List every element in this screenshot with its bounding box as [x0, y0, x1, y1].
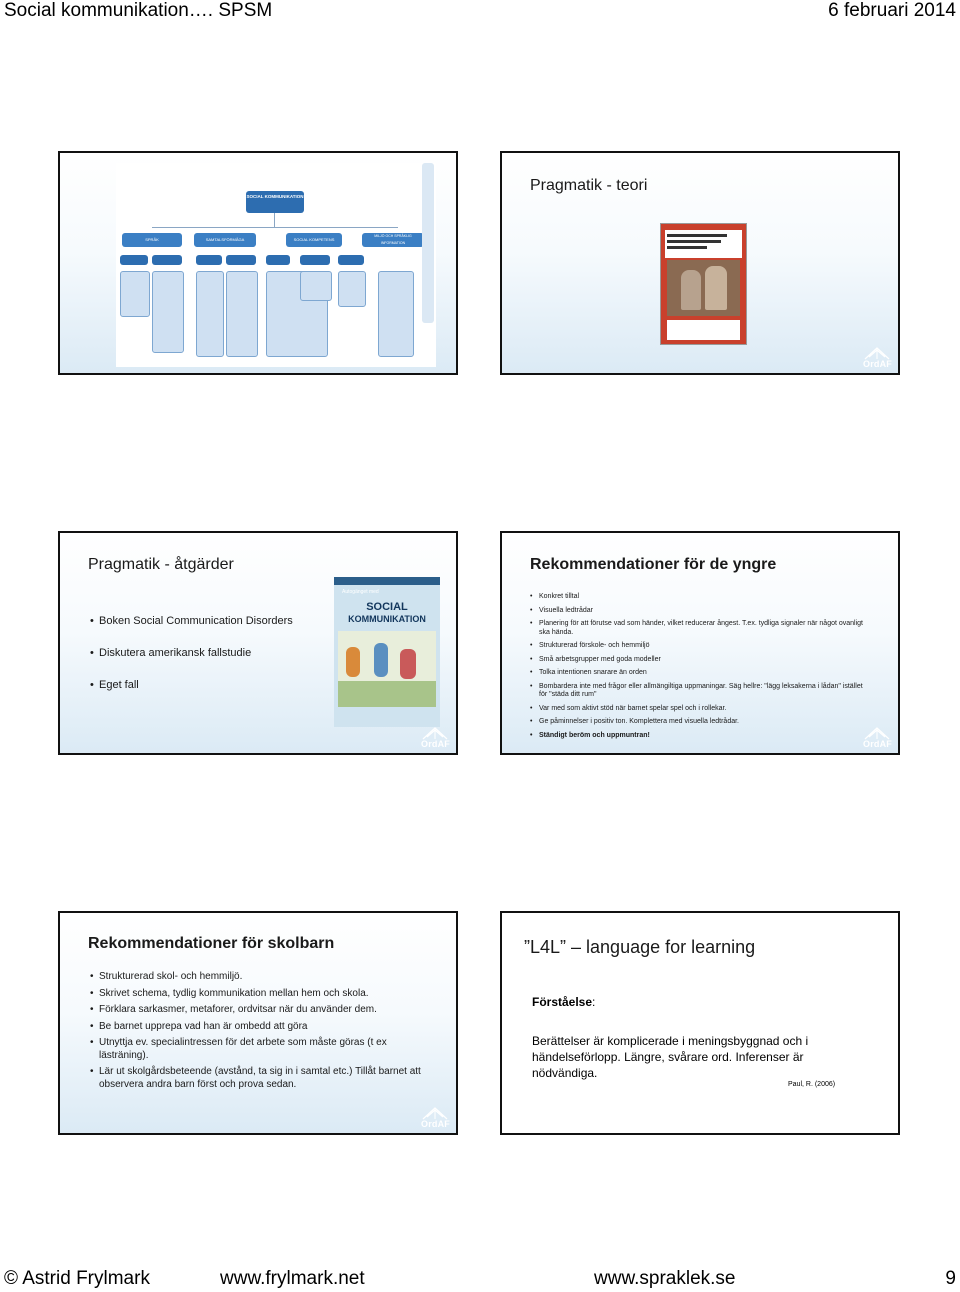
list-item: • Boken Social Communication Disorders	[90, 615, 293, 627]
list-item: • Bombardera inte med frågor eller allmängiltiga uppmaningar. Säg hellre: "lägg leksakerna i lådan" istället för "städa ditt rum"	[530, 683, 870, 700]
list-item: • Lär ut skolgårdsbeteende (avstånd, ta sig in i samtal etc.) Tillåt barnet att observera andra barn först och prova sedan.	[90, 1066, 430, 1091]
list-item: • Ständigt beröm och uppmuntran!	[530, 732, 870, 741]
bullet-list	[90, 971, 430, 1091]
list-item: • Skrivet schema, tydlig kommunikation mellan hem och skola.	[90, 988, 430, 1001]
diagram-category-1: SPRÅK	[122, 233, 182, 247]
list-item: • Eget fall	[90, 679, 293, 691]
footer-author: © Astrid Frylmark	[4, 1268, 150, 1289]
list-item: • Strukturerad skol- och hemmiljö.	[90, 971, 430, 984]
list-item: • Planering för att förutse vad som händer, vilket reducerar ångest. T.ex. tydliga signaler när något ovanligt ska hända.	[530, 620, 870, 637]
document-date: 6 februari 2014	[828, 0, 956, 21]
list-item: • Utnyttja ev. specialintressen för det arbete som måste göras (t ex lästräning).	[90, 1037, 430, 1062]
ordaf-logo: OrdAF	[420, 723, 450, 749]
social-communication-diagram	[116, 163, 436, 367]
diagram-category-2: SAMTALSFÖRMÅGA	[194, 233, 256, 247]
list-item: • Visuella ledtrådar	[530, 607, 870, 616]
ordaf-logo: OrdAF	[420, 1103, 450, 1129]
list-item: • Ge påminnelser i positiv ton. Komplettera med visuella ledtrådar.	[530, 718, 870, 727]
list-item: • Be barnet upprepa vad han är ombedd att göra	[90, 1021, 430, 1034]
list-item: • Var med som aktivt stöd när barnet spelar spel och i rollekar.	[530, 705, 870, 714]
slide-6	[500, 911, 900, 1135]
book-cover-social-kommunikation: Autogänget med SOCIAL KOMMUNIKATION	[334, 577, 440, 727]
list-item: • Diskutera amerikansk fallstudie	[90, 647, 293, 659]
slide-title: Pragmatik - teori	[530, 177, 648, 194]
list-item: • Strukturerad förskole- och hemmiljö	[530, 642, 870, 651]
footer-link-spraklek[interactable]: www.spraklek.se	[594, 1268, 736, 1289]
diagram-category-3: SOCIAL KOMPETENS	[286, 233, 342, 247]
list-item: • Förklara sarkasmer, metaforer, ordvitsar när du använder dem.	[90, 1004, 430, 1017]
book-cover-pragmatic-language	[660, 223, 747, 345]
list-item: • Tolka intentionen snarare än orden	[530, 669, 870, 678]
footer-link-frylmark[interactable]: www.frylmark.net	[220, 1268, 365, 1289]
ordaf-logo: OrdAF	[862, 343, 892, 369]
bullet-list	[530, 593, 870, 740]
body-text: Berättelser är komplicerade i meningsbyggnad och i händelseförlopp. Längre, svårare ord. Inferenser är nödvändiga.	[532, 1034, 809, 1080]
bullet-list	[90, 615, 293, 691]
slide-title: Rekommendationer för de yngre	[530, 556, 777, 573]
document-title: Social kommunikation…. SPSM	[4, 0, 273, 21]
ordaf-logo: OrdAF	[862, 723, 892, 749]
slide-title: Rekommendationer för skolbarn	[88, 935, 335, 952]
slide-3	[58, 531, 458, 755]
slide-5	[58, 911, 458, 1135]
section-label: Förståelse:	[532, 995, 596, 1009]
diagram-category-4: MILJÖ OCH SPRÅKLIG INFORMATION	[362, 233, 424, 247]
page-number: 9	[945, 1268, 956, 1289]
slide-2	[500, 151, 900, 375]
slide-1	[58, 151, 458, 375]
diagram-root-box: SOCIAL KOMMUNIKATION	[246, 191, 304, 213]
slide-title: ”L4L” – language for learning	[524, 937, 756, 957]
slide-title: Pragmatik - åtgärder	[88, 556, 234, 573]
citation: Paul, R. (2006)	[788, 1081, 836, 1088]
list-item: • Konkret tilltal	[530, 593, 870, 602]
list-item: • Små arbetsgrupper med goda modeller	[530, 656, 870, 665]
slide-4	[500, 531, 900, 755]
